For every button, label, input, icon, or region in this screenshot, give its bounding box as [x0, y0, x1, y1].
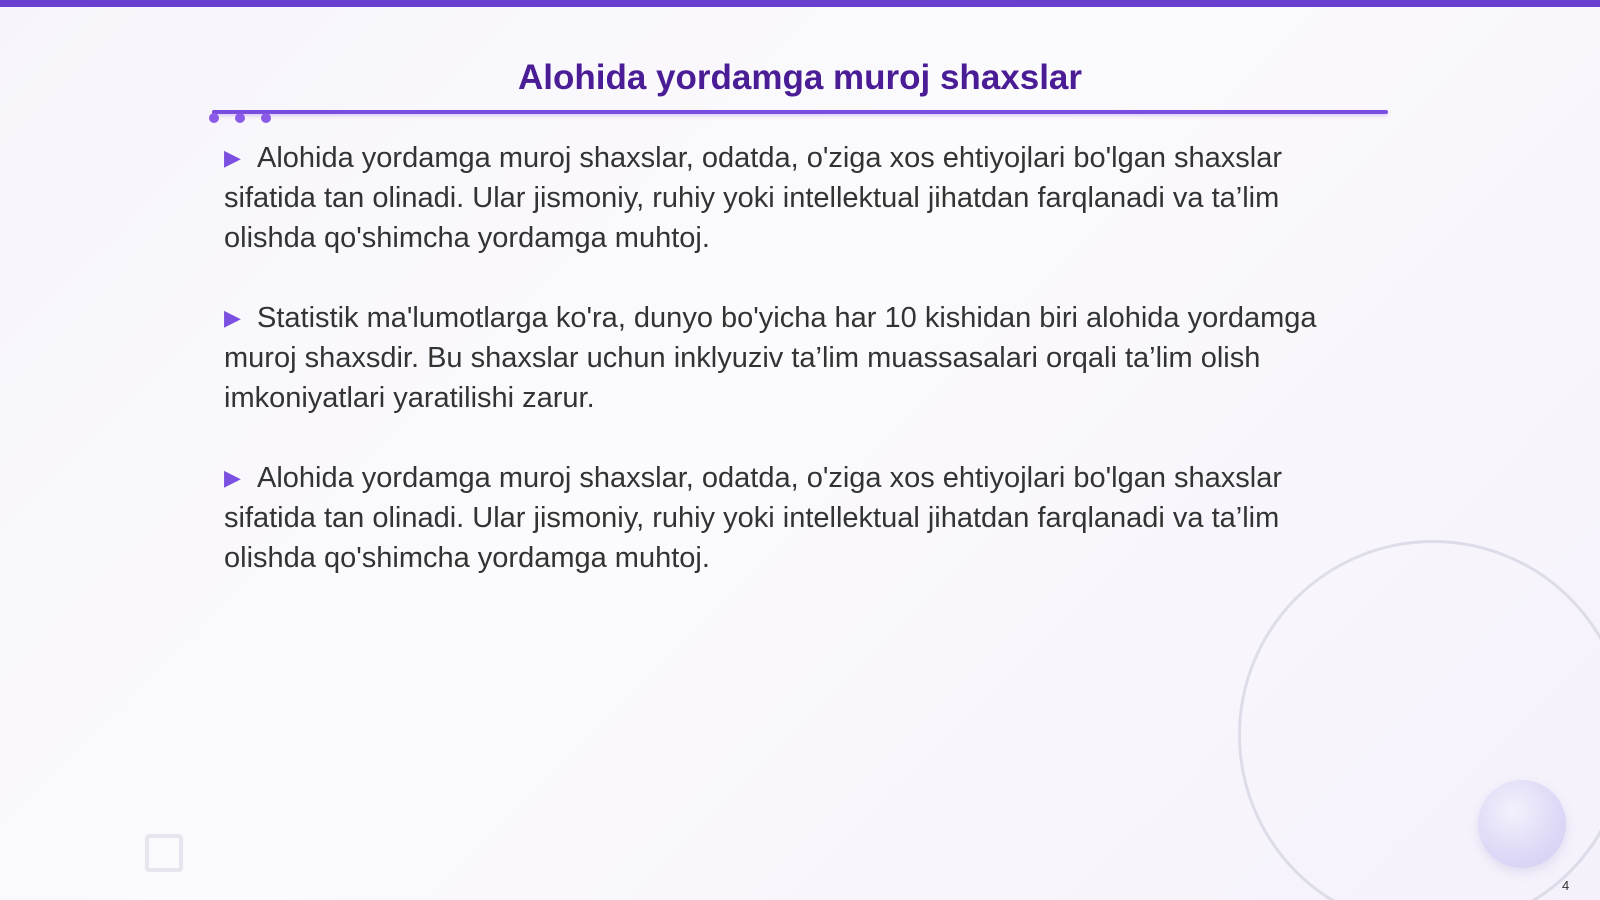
- triangle-bullet-icon: ▶: [224, 465, 241, 490]
- decorative-dot: [235, 113, 245, 123]
- bullet-item: [224, 458, 1374, 578]
- decorative-dot: [209, 113, 219, 123]
- decorative-square: [145, 834, 183, 872]
- decorative-dot: [261, 113, 271, 123]
- triangle-bullet-icon: ▶: [224, 145, 241, 170]
- bullet-list: [224, 138, 1374, 618]
- bullet-item: [224, 298, 1374, 418]
- decorative-bubble: [1478, 780, 1566, 868]
- bullet-text: Statistik ma'lumotlarga ko'ra, dunyo bo'yicha har 10 kishidan biri alohida yordamga muroj shaxsdir. Bu shaxslar uchun inklyuziv ta’lim muassasalari orqali ta’lim olish imkoniyatlari yaratilishi zarur.: [224, 302, 1317, 414]
- top-accent-bar: [0, 0, 1600, 7]
- bullet-text: Alohida yordamga muroj shaxslar, odatda, o'ziga xos ehtiyojlari bo'lgan shaxslar sifatida tan olinadi. Ular jismoniy, ruhiy yoki intellektual jihatdan farqlanadi va ta’lim olishda qo'shimcha yordamga muhtoj.: [224, 142, 1283, 254]
- bullet-item: [224, 138, 1374, 258]
- bullet-text: Alohida yordamga muroj shaxslar, odatda, o'ziga xos ehtiyojlari bo'lgan shaxslar sifatida tan olinadi. Ular jismoniy, ruhiy yoki intellektual jihatdan farqlanadi va ta’lim olishda qo'shimcha yordamga muhtoj.: [224, 462, 1283, 574]
- page-number: 4: [1562, 878, 1570, 893]
- title-underline: [212, 110, 1388, 114]
- slide-title: Alohida yordamga muroj shaxslar: [517, 58, 1083, 97]
- triangle-bullet-icon: ▶: [224, 305, 241, 330]
